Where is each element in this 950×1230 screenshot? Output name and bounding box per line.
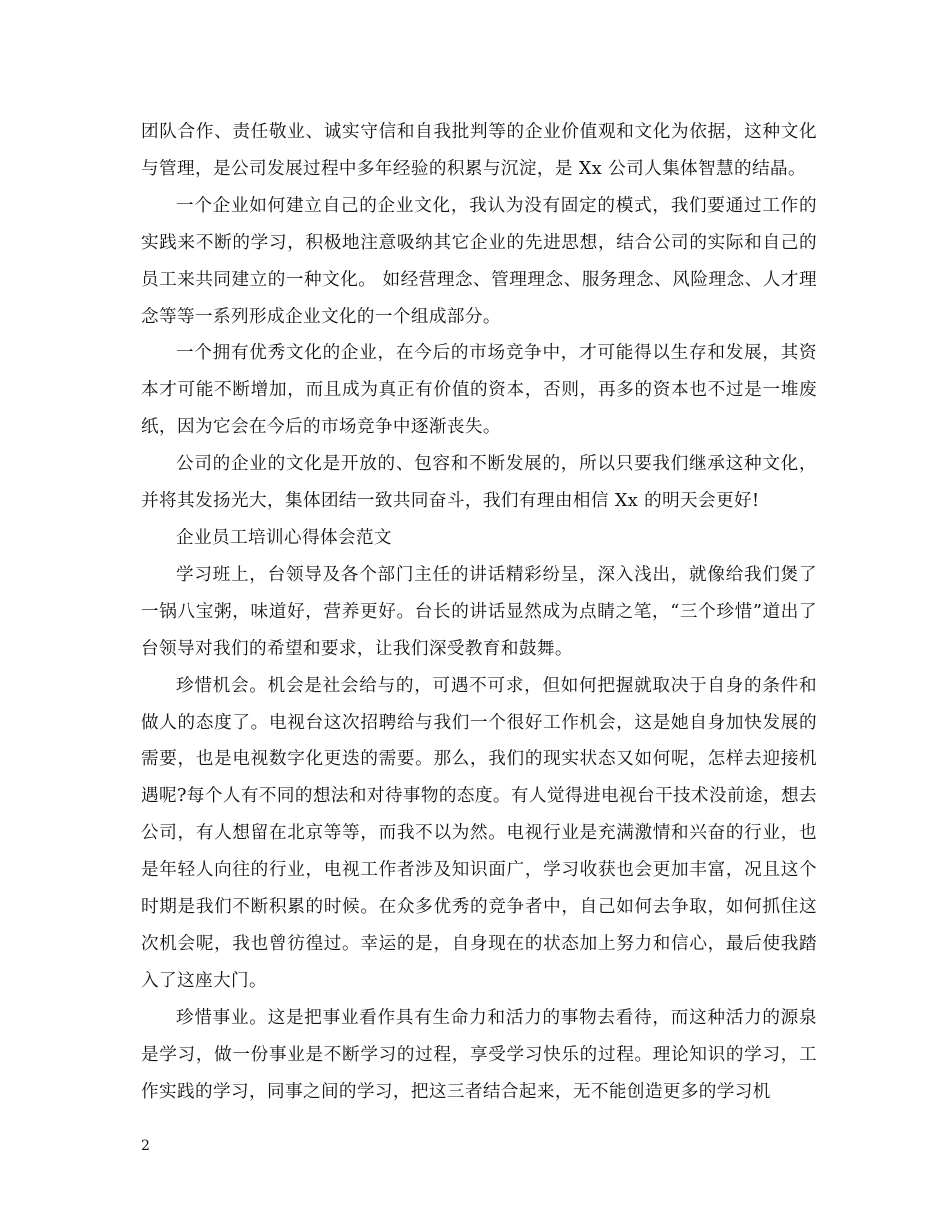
paragraph-2: 一个企业如何建立自己的企业文化，我认为没有固定的模式，我们要通过工作的实践来不断的学习，积极地注意吸纳其它企业的先进思想，结合公司的实际和自己的员工来共同建立的一种文化。 如经营理念、管理理念、服务理念、风险理念、人才理念等等一系列形成企业文化的一个组成部分。 [141,195,817,327]
section-heading: 企业员工培训心得体会范文 [176,527,392,548]
paragraph-5: 学习班上，台领导及各个部门主任的讲话精彩纷呈，深入浅出，就像给我们煲了一锅八宝粥，味道好，营养更好。台长的讲话显然成为点睛之笔，“三个珍惜”道出了台领导对我们的希望和要求，让我们深受教育和鼓舞。 [141,564,817,659]
document-body [141,114,817,1110]
paragraph-4: 公司的企业的文化是开放的、包容和不断发展的，所以只要我们继承这种文化，并将其发扬光大，集体团结一致共同奋斗，我们有理由相信 Xx 的明天会更好! [141,454,817,512]
paragraph-3: 一个拥有优秀文化的企业，在今后的市场竞争中，才可能得以生存和发展，其资本才可能不断增加，而且成为真正有价值的资本，否则，再多的资本也不过是一堆废纸，因为它会在今后的市场竞争中逐渐丧失。 [141,343,817,438]
paragraph-7: 珍惜事业。这是把事业看作具有生命力和活力的事物去看待，而这种活力的源泉是学习，做一份事业是不断学习的过程，享受学习快乐的过程。理论知识的学习，工作实践的学习，同事之间的学习，把这三者结合起来，无不能创造更多的学习机 [141,1007,817,1102]
paragraph-1: 团队合作、责任敬业、诚实守信和自我批判等的企业价值观和文化为依据，这种文化与管理，是公司发展过程中多年经验的积累与沉淀，是 Xx 公司人集体智慧的结晶。 [141,122,817,179]
paragraph-6: 珍惜机会。机会是社会给与的，可遇不可求，但如何把握就取决于自身的条件和做人的态度了。电视台这次招聘给与我们一个很好工作机会，这是她自身加快发展的需要，也是电视数字化更迭的需要。那么，我们的现实状态又如何呢，怎样去迎接机遇呢?每个人有不同的想法和对待事物的态度。有人觉得进电视台干技术没前途，想去公司，有人想留在北京等等，而我不以为然。电视行业是充满激情和兴奋的行业，也是年轻人向往的行业，电视工作者涉及知识面广，学习收获也会更加丰富，况且这个时期是我们不断积累的时候。在众多优秀的竞争者中，自己如何去争取，如何抓住这次机会呢，我也曾彷徨过。幸运的是，自身现在的状态加上努力和信心，最后使我踏入了这座大门。 [141,675,817,991]
page-number: 2 [141,1138,150,1154]
